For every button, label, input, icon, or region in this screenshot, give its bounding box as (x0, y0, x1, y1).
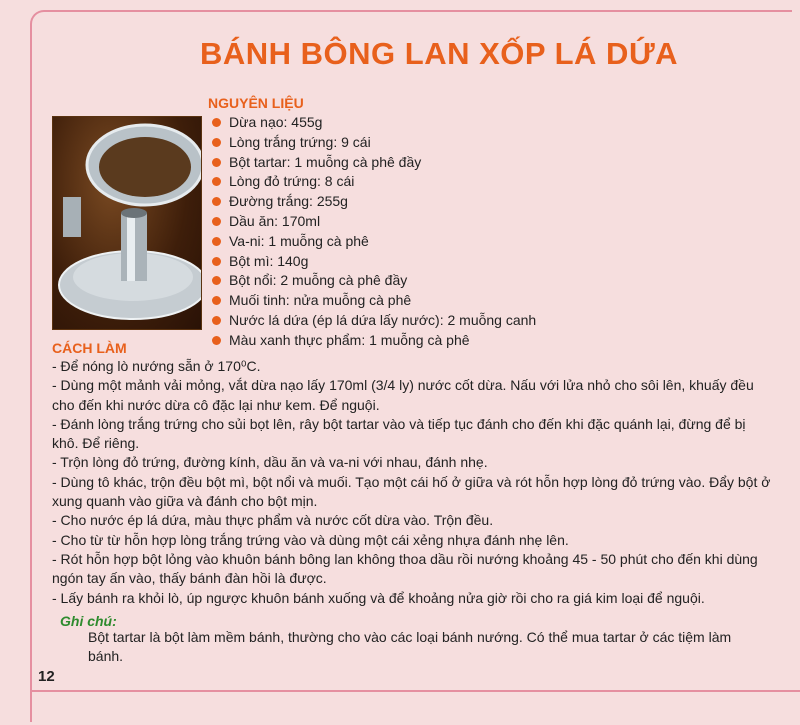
method-step: - Trộn lòng đỏ trứng, đường kính, dầu ăn và va-ni với nhau, đánh nhẹ. (52, 454, 488, 471)
method-step: - Rót hỗn hợp bột lỏng vào khuôn bánh bông lan không thoa dầu rồi nướng khoảng 45 - 50 phút cho đến khi dùng ngón tay ấn vào, thấy bánh đàn hồi là được. (52, 550, 758, 587)
bullet-icon (212, 138, 221, 147)
ingredient-item: Muối tinh: nửa muỗng cà phê (212, 291, 536, 311)
page-number: 12 (38, 668, 55, 685)
ingredient-item: Bột mì: 140g (212, 252, 536, 272)
method-step: - Dùng tô khác, trộn đều bột mì, bột nổi và muối. Tạo một cái hố ở giữa và rót hỗn hợp lòng đỏ trứng vào. Đẩy bột ở xung quanh vào giữa và đánh cho bột mịn. (52, 473, 771, 510)
method-steps (52, 357, 772, 608)
bullet-icon (212, 336, 221, 345)
bullet-icon (212, 257, 221, 266)
method-step: - Dùng một mảnh vải mỏng, vắt dừa nạo lấy 170ml (3/4 ly) nước cốt dừa. Nấu với lửa nhỏ cho sôi lên, khuấy đều cho đến khi nước dừa cô đặc lại như kem. Để nguội. (52, 377, 754, 413)
ingredient-item: Va-ni: 1 muỗng cà phê (212, 232, 536, 252)
ingredients-list (212, 113, 536, 351)
method-step: - Đánh lòng trắng trứng cho sủi bọt lên, rây bột tartar vào và tiếp tục đánh cho đến khi đặc quánh lại, đừng để bị khô. Để riêng. (52, 415, 746, 452)
note-text: Bột tartar là bột làm mềm bánh, thường cho vào các loại bánh nướng. Có thể mua tartar ở các tiệm làm bánh. (88, 629, 732, 665)
bullet-icon (212, 197, 221, 206)
ingredients-heading: NGUYÊN LIỆU (208, 95, 304, 111)
ingredient-item: Lòng đỏ trứng: 8 cái (212, 172, 536, 192)
method-step: - Cho từ từ hỗn hợp lòng trắng trứng vào và dùng một cái xẻng nhựa đánh nhẹ lên. (52, 531, 569, 548)
bullet-icon (212, 118, 221, 127)
method-heading: CÁCH LÀM (52, 340, 127, 356)
ingredient-item: Màu xanh thực phẩm: 1 muỗng cà phê (212, 331, 536, 351)
ingredient-item: Đường trắng: 255g (212, 192, 536, 212)
bullet-icon (212, 177, 221, 186)
ingredient-item: Dầu ăn: 170ml (212, 212, 536, 232)
ingredient-item: Dừa nạo: 455g (212, 113, 536, 133)
ingredient-item: Bột tartar: 1 muỗng cà phê đầy (212, 153, 536, 173)
ingredient-item: Nước lá dứa (ép lá dứa lấy nước): 2 muỗng canh (212, 311, 536, 331)
ingredient-item: Lòng trắng trứng: 9 cái (212, 133, 536, 153)
bullet-icon (212, 217, 221, 226)
page-frame-bottom (30, 690, 800, 692)
method-step: - Cho nước ép lá dứa, màu thực phẩm và nước cốt dừa vào. Trộn đều. (52, 512, 494, 529)
note-heading: Ghi chú: (60, 613, 117, 629)
ingredient-item: Bột nổi: 2 muỗng cà phê đầy (212, 271, 536, 291)
bullet-icon (212, 237, 221, 246)
method-step: - Để nóng lò nướng sẵn ở 170⁰C. (52, 358, 261, 374)
cake-pan-photo (52, 116, 202, 330)
bullet-icon (212, 316, 221, 325)
recipe-title: BÁNH BÔNG LAN XỐP LÁ DỨA (200, 36, 679, 71)
bullet-icon (212, 296, 221, 305)
method-step: - Lấy bánh ra khỏi lò, úp ngược khuôn bánh xuống và để khoảng nửa giờ rồi cho ra giá kim loại để nguội. (52, 589, 705, 606)
bullet-icon (212, 276, 221, 285)
bullet-icon (212, 158, 221, 167)
